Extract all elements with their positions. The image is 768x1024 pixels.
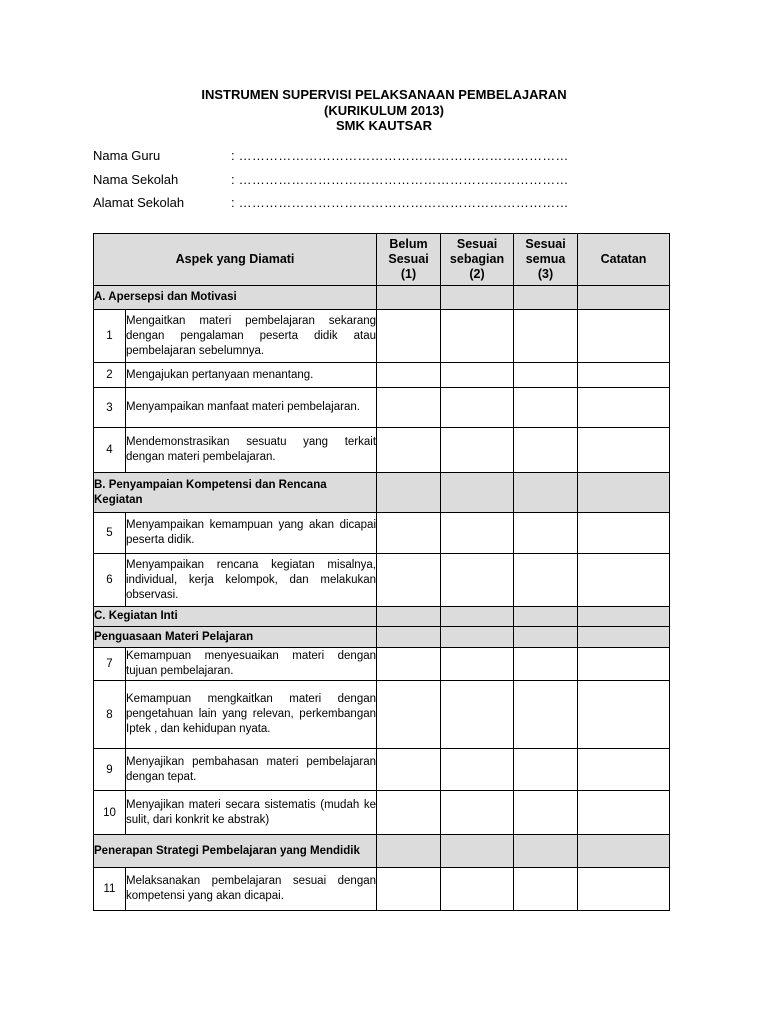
document-title: INSTRUMEN SUPERVISI PELAKSANAAN PEMBELAJARAN xyxy=(201,87,567,102)
score-cell[interactable] xyxy=(377,310,441,363)
notes-cell[interactable] xyxy=(578,388,670,428)
table-header-row xyxy=(94,234,670,286)
item-number: 11 xyxy=(94,868,126,911)
table-row xyxy=(94,554,670,607)
score-cell[interactable] xyxy=(441,310,514,363)
notes-cell[interactable] xyxy=(578,791,670,835)
score-cell[interactable] xyxy=(514,513,578,554)
supervision-table xyxy=(93,233,670,911)
subsection-row xyxy=(94,835,670,868)
score-cell[interactable] xyxy=(441,648,514,681)
score-cell[interactable] xyxy=(514,363,578,388)
table-row xyxy=(94,749,670,791)
section-row xyxy=(94,286,670,310)
notes-cell[interactable] xyxy=(578,554,670,607)
item-number: 3 xyxy=(94,388,126,428)
item-number: 10 xyxy=(94,791,126,835)
item-text: Mengajukan pertanyaan menantang. xyxy=(126,363,377,388)
score-cell[interactable] xyxy=(441,749,514,791)
score-cell[interactable] xyxy=(377,388,441,428)
item-number: 4 xyxy=(94,428,126,473)
score-cell[interactable] xyxy=(441,868,514,911)
table-row xyxy=(94,791,670,835)
school-name-label: Nama Sekolah xyxy=(93,172,179,187)
item-number: 7 xyxy=(94,648,126,681)
item-text: Mengaitkan materi pembelajaran sekarang dengan pengalaman peserta didik atau pembelajaran sebelumnya. xyxy=(126,310,377,363)
notes-cell[interactable] xyxy=(578,513,670,554)
school-title: SMK KAUTSAR xyxy=(335,118,433,133)
notes-cell[interactable] xyxy=(578,363,670,388)
score-cell[interactable] xyxy=(377,363,441,388)
header-catatan: Catatan xyxy=(578,234,670,286)
document-subtitle: (KURIKULUM 2013) xyxy=(324,103,444,118)
header-sesuai-sebagian: Sesuai sebagian (2) xyxy=(441,234,514,286)
section-row xyxy=(94,473,670,513)
teacher-name-value: : ………………………………………………………………… xyxy=(231,148,569,163)
header-belum-sesuai: Belum Sesuai (1) xyxy=(377,234,441,286)
table-row xyxy=(94,648,670,681)
notes-cell[interactable] xyxy=(578,310,670,363)
section-row xyxy=(94,607,670,627)
notes-cell[interactable] xyxy=(578,749,670,791)
table-row xyxy=(94,681,670,749)
table-row xyxy=(94,363,670,388)
notes-cell[interactable] xyxy=(578,648,670,681)
item-number: 5 xyxy=(94,513,126,554)
score-cell[interactable] xyxy=(441,428,514,473)
score-cell[interactable] xyxy=(377,648,441,681)
notes-cell[interactable] xyxy=(578,681,670,749)
header-sesuai-semua: Sesuai semua (3) xyxy=(514,234,578,286)
table-row xyxy=(94,868,670,911)
table-row xyxy=(94,388,670,428)
notes-cell[interactable] xyxy=(578,868,670,911)
item-text: Melaksanakan pembelajaran sesuai dengan kompetensi yang akan dicapai. xyxy=(126,868,377,911)
school-name-value: : ………………………………………………………………… xyxy=(231,172,569,187)
score-cell[interactable] xyxy=(441,681,514,749)
item-number: 2 xyxy=(94,363,126,388)
item-number: 9 xyxy=(94,749,126,791)
section-b-label: B. Penyampaian Kompetensi dan Rencana Kegiatan xyxy=(94,473,377,513)
header-aspek: Aspek yang Diamati xyxy=(94,234,377,286)
score-cell[interactable] xyxy=(514,749,578,791)
score-cell[interactable] xyxy=(514,791,578,835)
item-text: Menyajikan pembahasan materi pembelajaran dengan tepat. xyxy=(126,749,377,791)
item-text: Kemampuan mengkaitkan materi dengan pengetahuan lain yang relevan, perkembangan Iptek , dan kehidupan nyata. xyxy=(126,681,377,749)
score-cell[interactable] xyxy=(514,868,578,911)
score-cell[interactable] xyxy=(441,363,514,388)
item-text: Menyajikan materi secara sistematis (mudah ke sulit, dari konkrit ke abstrak) xyxy=(126,791,377,835)
score-cell[interactable] xyxy=(377,513,441,554)
score-cell[interactable] xyxy=(514,681,578,749)
score-cell[interactable] xyxy=(377,868,441,911)
item-text: Mendemonstrasikan sesuatu yang terkait dengan materi pembelajaran. xyxy=(126,428,377,473)
score-cell[interactable] xyxy=(377,681,441,749)
score-cell[interactable] xyxy=(377,428,441,473)
table-row xyxy=(94,428,670,473)
score-cell[interactable] xyxy=(514,554,578,607)
score-cell[interactable] xyxy=(441,513,514,554)
section-a-label: A. Apersepsi dan Motivasi xyxy=(94,286,377,310)
table-row xyxy=(94,513,670,554)
score-cell[interactable] xyxy=(514,428,578,473)
score-cell[interactable] xyxy=(514,310,578,363)
teacher-name-label: Nama Guru xyxy=(93,148,161,163)
score-cell[interactable] xyxy=(514,648,578,681)
item-text: Menyampaikan rencana kegiatan misalnya, individual, kerja kelompok, dan melakukan observasi. xyxy=(126,554,377,607)
item-text: Menyampaikan kemampuan yang akan dicapai peserta didik. xyxy=(126,513,377,554)
item-number: 1 xyxy=(94,310,126,363)
subsection-c2-label: Penerapan Strategi Pembelajaran yang Mendidik xyxy=(94,835,377,868)
score-cell[interactable] xyxy=(377,791,441,835)
score-cell[interactable] xyxy=(441,388,514,428)
notes-cell[interactable] xyxy=(578,428,670,473)
subsection-row xyxy=(94,627,670,648)
score-cell[interactable] xyxy=(377,749,441,791)
school-address-label: Alamat Sekolah xyxy=(93,195,185,210)
school-address-value: : ………………………………………………………………… xyxy=(231,195,569,210)
subsection-c1-label: Penguasaan Materi Pelajaran xyxy=(94,627,377,648)
item-number: 8 xyxy=(94,681,126,749)
score-cell[interactable] xyxy=(441,791,514,835)
section-c-label: C. Kegiatan Inti xyxy=(94,607,377,627)
item-text: Menyampaikan manfaat materi pembelajaran. xyxy=(126,388,377,428)
item-text: Kemampuan menyesuaikan materi dengan tujuan pembelajaran. xyxy=(126,648,377,681)
item-number: 6 xyxy=(94,554,126,607)
score-cell[interactable] xyxy=(377,554,441,607)
score-cell[interactable] xyxy=(441,554,514,607)
score-cell[interactable] xyxy=(514,388,578,428)
table-row xyxy=(94,310,670,363)
